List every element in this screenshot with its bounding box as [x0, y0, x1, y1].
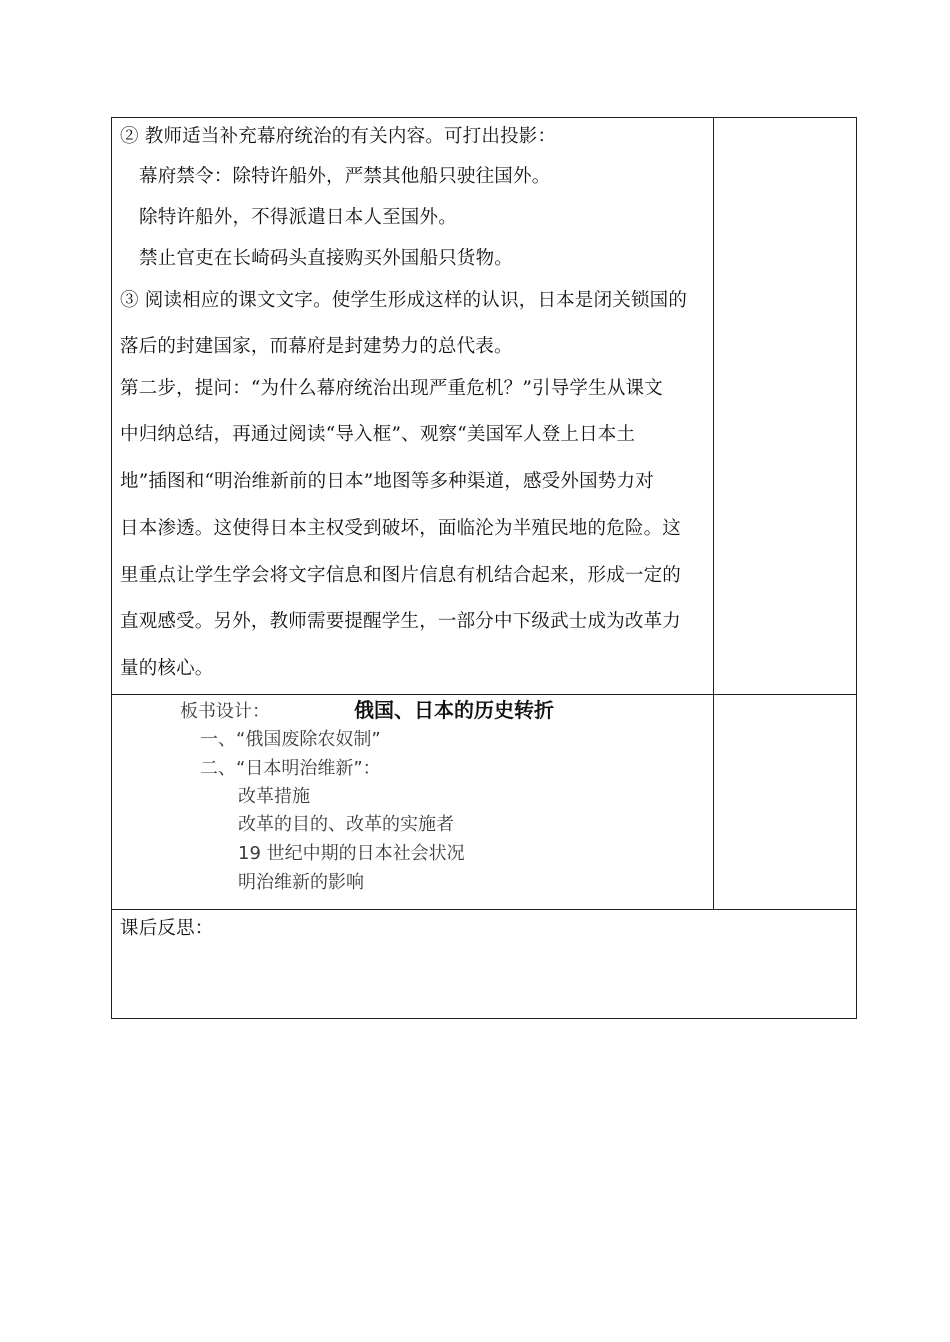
board-item: 19 世纪中期的日本社会状况 — [238, 843, 465, 864]
lesson-line: 直观感受。另外，教师需要提醒学生，一部分中下级武士成为改革力 — [120, 611, 682, 632]
lesson-line: 幕府禁令：除特许船外，严禁其他船只驶往国外。 — [139, 166, 551, 187]
lesson-line: 地”插图和“明治维新前的日本”地图等多种渠道，感受外国势力对 — [120, 471, 654, 492]
table-border-left — [111, 117, 112, 1019]
lesson-line: 中归纳总结，再通过阅读“导入框”、观察“美国军人登上日本土 — [120, 424, 636, 445]
lesson-line: 里重点让学生学会将文字信息和图片信息有机结合起来，形成一定的 — [120, 565, 682, 586]
lesson-line: 日本渗透。这使得日本主权受到破坏，面临沦为半殖民地的危险。这 — [120, 518, 682, 539]
lesson-line: 禁止官吏在长崎码头直接购买外国船只货物。 — [139, 248, 514, 269]
table-border-bottom — [111, 1018, 857, 1019]
reflection-label: 课后反思： — [120, 918, 214, 939]
table-border-top — [111, 117, 857, 118]
board-item: 改革措施 — [238, 786, 310, 807]
board-item: 一、“俄国废除农奴制” — [200, 729, 381, 750]
table-column-divider — [713, 117, 714, 910]
lesson-line: 第二步，提问：“为什么幕府统治出现严重危机？”引导学生从课文 — [120, 378, 663, 399]
lesson-line: ② 教师适当补充幕府统治的有关内容。可打出投影： — [120, 126, 557, 147]
table-row-divider-2 — [111, 909, 857, 910]
table-border-right — [856, 117, 857, 1019]
board-item: 明治维新的影响 — [238, 872, 364, 893]
board-label: 板书设计： — [180, 701, 270, 722]
lesson-line: 落后的封建国家，而幕府是封建势力的总代表。 — [120, 336, 513, 357]
board-item: 改革的目的、改革的实施者 — [238, 814, 454, 835]
board-title: 俄国、日本的历史转折 — [354, 698, 554, 722]
lesson-line: ③ 阅读相应的课文文字。使学生形成这样的认识，日本是闭关锁国的 — [120, 290, 688, 311]
board-item: 二、“日本明治维新”： — [200, 758, 381, 779]
lesson-line: 除特许船外，不得派遣日本人至国外。 — [139, 207, 457, 228]
lesson-line: 量的核心。 — [120, 658, 214, 679]
